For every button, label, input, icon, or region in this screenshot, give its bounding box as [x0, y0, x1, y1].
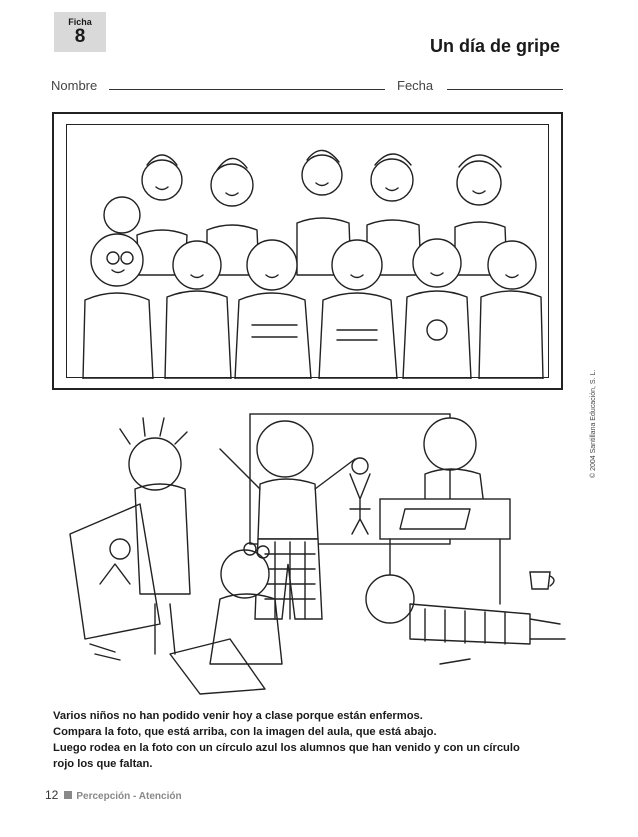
name-field[interactable] [109, 89, 385, 90]
instruction-line: Varios niños no han podido venir hoy a clase porque están enfermos. [53, 710, 423, 722]
child-with-drawing [70, 418, 190, 654]
student-form [51, 76, 563, 96]
ficha-number: 8 [74, 26, 86, 47]
instruction-line: rojo los que faltan. [53, 758, 153, 770]
instruction-line: Compara la foto, que está arriba, con la imagen del aula, que está abajo. [53, 726, 437, 738]
ficha-badge [54, 12, 106, 52]
classroom-illustration [60, 404, 580, 700]
square-bullet-icon [64, 791, 72, 799]
date-field[interactable] [447, 89, 563, 90]
class-photo-inner-border [66, 124, 549, 378]
instruction-line: Luego rodea en la foto con un círculo azul los alumnos que han venido y con un círculo [53, 742, 520, 754]
name-label: Nombre [51, 78, 98, 93]
date-label: Fecha [397, 78, 434, 93]
class-photo [52, 112, 563, 390]
class-photo-illustration [67, 125, 550, 379]
copyright-notice: © 2004 Santillana Educación, S. L. [590, 369, 597, 478]
ficha-label: Ficha [68, 17, 92, 27]
section-name: Percepción - Atención [76, 791, 182, 802]
student-desk [380, 499, 510, 539]
page-number: 12 [45, 788, 59, 802]
front-row-children [83, 234, 543, 379]
page-footer [45, 788, 182, 802]
page-title: Un día de gripe [429, 36, 560, 56]
instructions-text [53, 708, 583, 772]
